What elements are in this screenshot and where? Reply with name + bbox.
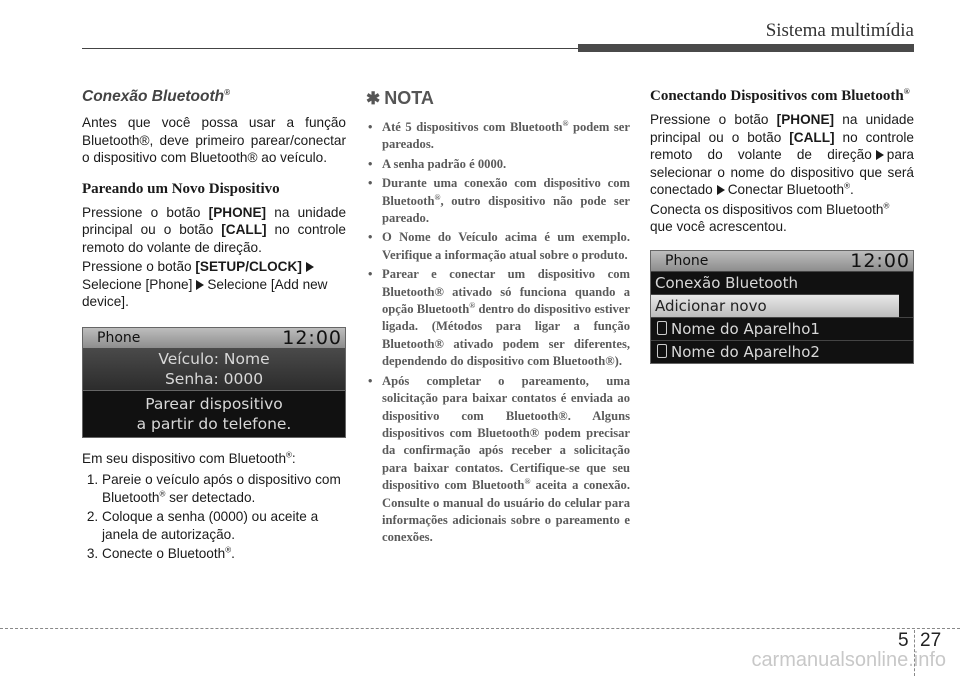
watermark: carmanualsonline.info	[751, 649, 946, 671]
column-right	[650, 88, 914, 364]
section-heading-bluetooth: Conexão Bluetooth®	[82, 87, 230, 105]
screen-status-bar	[83, 328, 345, 348]
pairing-step-phone: Pressione o botão [PHONE] na unidade principal ou o botão [CALL] no controle remoto do volante de direção.	[82, 204, 347, 255]
list-item: • A senha padrão é 0000.	[366, 156, 630, 173]
pair-instruction-line2: a partir do telefone.	[136, 414, 292, 433]
list-item: 3. Conecte o Bluetooth®.	[102, 545, 346, 563]
phone-connect-screen	[650, 250, 914, 364]
intro-paragraph: Antes que você possa usar a função Bluetooth®, deve primeiro parear/conectar o dispositivo com Bluetooth® ao veículo.	[82, 115, 346, 165]
list-item: • Até 5 dispositivos com Bluetooth® podem ser pareados.	[366, 119, 630, 154]
asterisk-icon: ✱	[366, 89, 381, 108]
note-list	[366, 119, 630, 547]
phone-icon	[657, 321, 667, 335]
page-number: 27	[920, 630, 942, 651]
pairing-steps-list	[82, 471, 346, 563]
pair-instruction-block	[83, 390, 345, 437]
subheading-pairing: Pareando um Novo Dispositivo	[82, 180, 280, 197]
pair-instruction-line1: Parear dispositivo	[145, 394, 283, 413]
list-item: 2. Coloque a senha (0000) ou aceite a janela de autorização.	[102, 508, 346, 543]
header-bar	[578, 44, 914, 52]
connect-added-paragraph: Conecta os dispositivos com Bluetooth® que você acrescentou.	[650, 200, 890, 234]
pairing-step-setup: Pressione o botão [SETUP/CLOCK] Selecione [Phone] Selecione [Add new device].	[82, 259, 328, 309]
list-item: • O Nome do Veículo acima é um exemplo. Verifique a informação atual sobre o produto.	[366, 229, 630, 264]
note-heading: ✱ NOTA	[366, 88, 434, 108]
list-item: • Parear e conectar um dispositivo com Bluetooth® ativado só funciona quando a opção Bluetooth® dentro do dispositivo estiver ligada. (Métodos para ligar a função Bluetooth® ativado podem ser diferentes, dependendo do dispositivo com Bluetooth®).	[366, 266, 630, 370]
menu-item-bluetooth-connection[interactable]: Conexão Bluetooth	[651, 271, 913, 294]
page-chapter: 5	[898, 630, 909, 651]
screen-title: Phone	[665, 252, 709, 269]
phone-icon	[657, 344, 667, 358]
connect-paragraph: Pressione o botão [PHONE] na unidade principal ou o botão [CALL] no controle remoto do volante de direção para selecionar o nome do dispositivo que será conectado Conectar Bluetooth®.	[650, 112, 915, 197]
vehicle-info-block	[83, 348, 345, 390]
header-title: Sistema multimídia	[765, 20, 914, 41]
list-item: • Durante uma conexão com dispositivo com Bluetooth®, outro dispositivo não pode ser pareado.	[366, 175, 630, 227]
column-left	[82, 88, 346, 565]
menu-item-device-2[interactable]: Nome do Aparelho2	[651, 340, 913, 363]
column-middle	[366, 88, 630, 549]
arrow-right-icon	[717, 185, 725, 195]
list-item: • Após completar o pareamento, uma solicitação para baixar contatos é enviada ao dispositivo com Bluetooth®. Alguns dispositivos com Bluetooth® podem precisar da confirmação após receber a solicitação para baixar contatos. Certifique-se que seu dispositivo com Bluetooth® aceita a conexão. Consulte o manual do usuário do celular para informações adicionais sobre o pareamento e conexões.	[366, 373, 630, 547]
passkey-line: Senha: 0000	[164, 369, 264, 388]
vehicle-name-line: Veículo: Nome	[158, 349, 270, 368]
screen-status-bar	[651, 251, 913, 271]
footer-rule	[0, 628, 960, 629]
section-heading-connecting: Conectando Dispositivos com Bluetooth®	[650, 87, 910, 104]
screen-clock: 12:00	[850, 249, 910, 272]
arrow-right-icon	[306, 262, 314, 272]
screen-title: Phone	[97, 329, 141, 346]
list-item: 1. Pareie o veículo após o dispositivo com Bluetooth® ser detectado.	[102, 471, 346, 506]
menu-item-add-new[interactable]: Adicionar novo	[651, 294, 899, 317]
arrow-right-icon	[196, 280, 204, 290]
menu-item-device-1[interactable]: Nome do Aparelho1	[651, 317, 913, 340]
steps-intro: Em seu dispositivo com Bluetooth®:	[82, 449, 296, 466]
screen-clock: 12:00	[282, 326, 342, 349]
arrow-right-icon	[876, 150, 884, 160]
phone-pairing-screen	[82, 327, 346, 438]
